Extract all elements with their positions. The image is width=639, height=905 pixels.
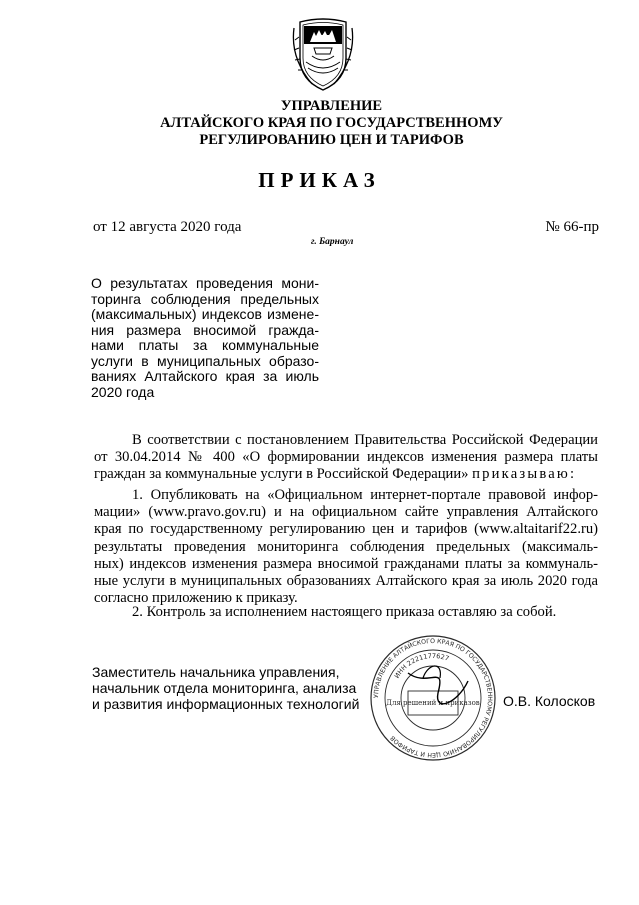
position-line: Заместитель начальника управления, [92, 664, 340, 680]
subject-line: ваниях Алтайского края за июль [91, 368, 319, 384]
subject-line: торинга соблюдения предельных [91, 290, 319, 307]
order-date: от 12 августа 2020 года [93, 219, 242, 235]
position-line: начальник отдела мониторинга, анализа [92, 680, 357, 696]
signatory-position [92, 664, 359, 712]
stamp-inn-text: ИНН 2221177627 [392, 651, 451, 680]
authority-name-line-1: УПРАВЛЕНИЕ [280, 98, 383, 114]
subject-line: ния размера вносимой гражда- [91, 321, 319, 338]
clause-1-line: мации» (www.pravo.gov.ru) и на официальном сайте управления Алтайского [94, 504, 598, 521]
preamble-text: граждан за коммунальные услуги в Российской Федерации» [94, 466, 469, 483]
preamble-line: В соответствии с постановлением Правительства Российской Федерации [132, 432, 598, 448]
clause-1-line: согласно приложению к приказу. [94, 590, 298, 607]
subject-line: 2020 года [91, 383, 155, 400]
clause-1-line: 1. Опубликовать на «Официальном интернет-портале правовой инфор- [132, 487, 598, 503]
subject-line: услуги в муниципальных образо- [91, 352, 319, 369]
document-title: ПРИКАЗ [258, 168, 381, 192]
subject-line: О результатах проведения мони- [91, 275, 319, 291]
order-subject [91, 276, 319, 400]
official-stamp-seal [368, 633, 498, 763]
clause-1-line: края по государственному регулированию цен и тарифов (www.altaitarif22.ru) [94, 521, 598, 538]
stamp-center-text: Для решений и приказов [386, 699, 480, 707]
subject-line: нами платы за коммунальные [91, 337, 319, 353]
order-verb: приказываю: [472, 466, 577, 483]
preamble-paragraph [94, 432, 598, 484]
order-city: г. Барнаул [311, 237, 354, 247]
authority-name-line-3: РЕГУЛИРОВАНИЮ ЦЕН И ТАРИФОВ [199, 132, 464, 148]
clause-2-paragraph [94, 604, 598, 621]
clause-1-line: результаты проведения мониторинга соблюдения предельных (максималь- [94, 538, 598, 555]
clause-2-line: 2. Контроль за исполнением настоящего приказа оставляю за собой. [132, 604, 557, 620]
order-number: № 66-пр [545, 219, 599, 235]
subject-line: (максимальных) индексов измене- [91, 306, 319, 322]
svg-text:ИНН 2221177627 [393, 652, 450, 680]
stamp-ring-text: УПРАВЛЕНИЕ АЛТАЙСКОГО КРАЯ ПО ГОСУДАРСТВЕННОМУ РЕГУЛИРОВАНИЮ ЦЕН И ТАРИФОВ [372, 637, 494, 759]
coat-of-arms-emblem [292, 18, 354, 92]
preamble-line: от 30.04.2014 № 400 «О формировании индексов изменения размера платы [94, 449, 598, 466]
preamble-line-final [94, 466, 598, 483]
signatory-name: О.В. Колосков [503, 693, 596, 709]
clause-1-paragraph [94, 487, 598, 607]
position-line: и развития информационных технологий [92, 696, 360, 712]
clause-1-line: ные услуги в муниципальных образованиях Алтайского края за июль 2020 года [94, 573, 598, 590]
clause-1-line: ных) индексов изменения размера вносимой гражданами платы за коммуналь- [94, 555, 598, 572]
authority-name-line-2: АЛТАЙСКОГО КРАЯ ПО ГОСУДАРСТВЕННОМУ [160, 115, 503, 131]
